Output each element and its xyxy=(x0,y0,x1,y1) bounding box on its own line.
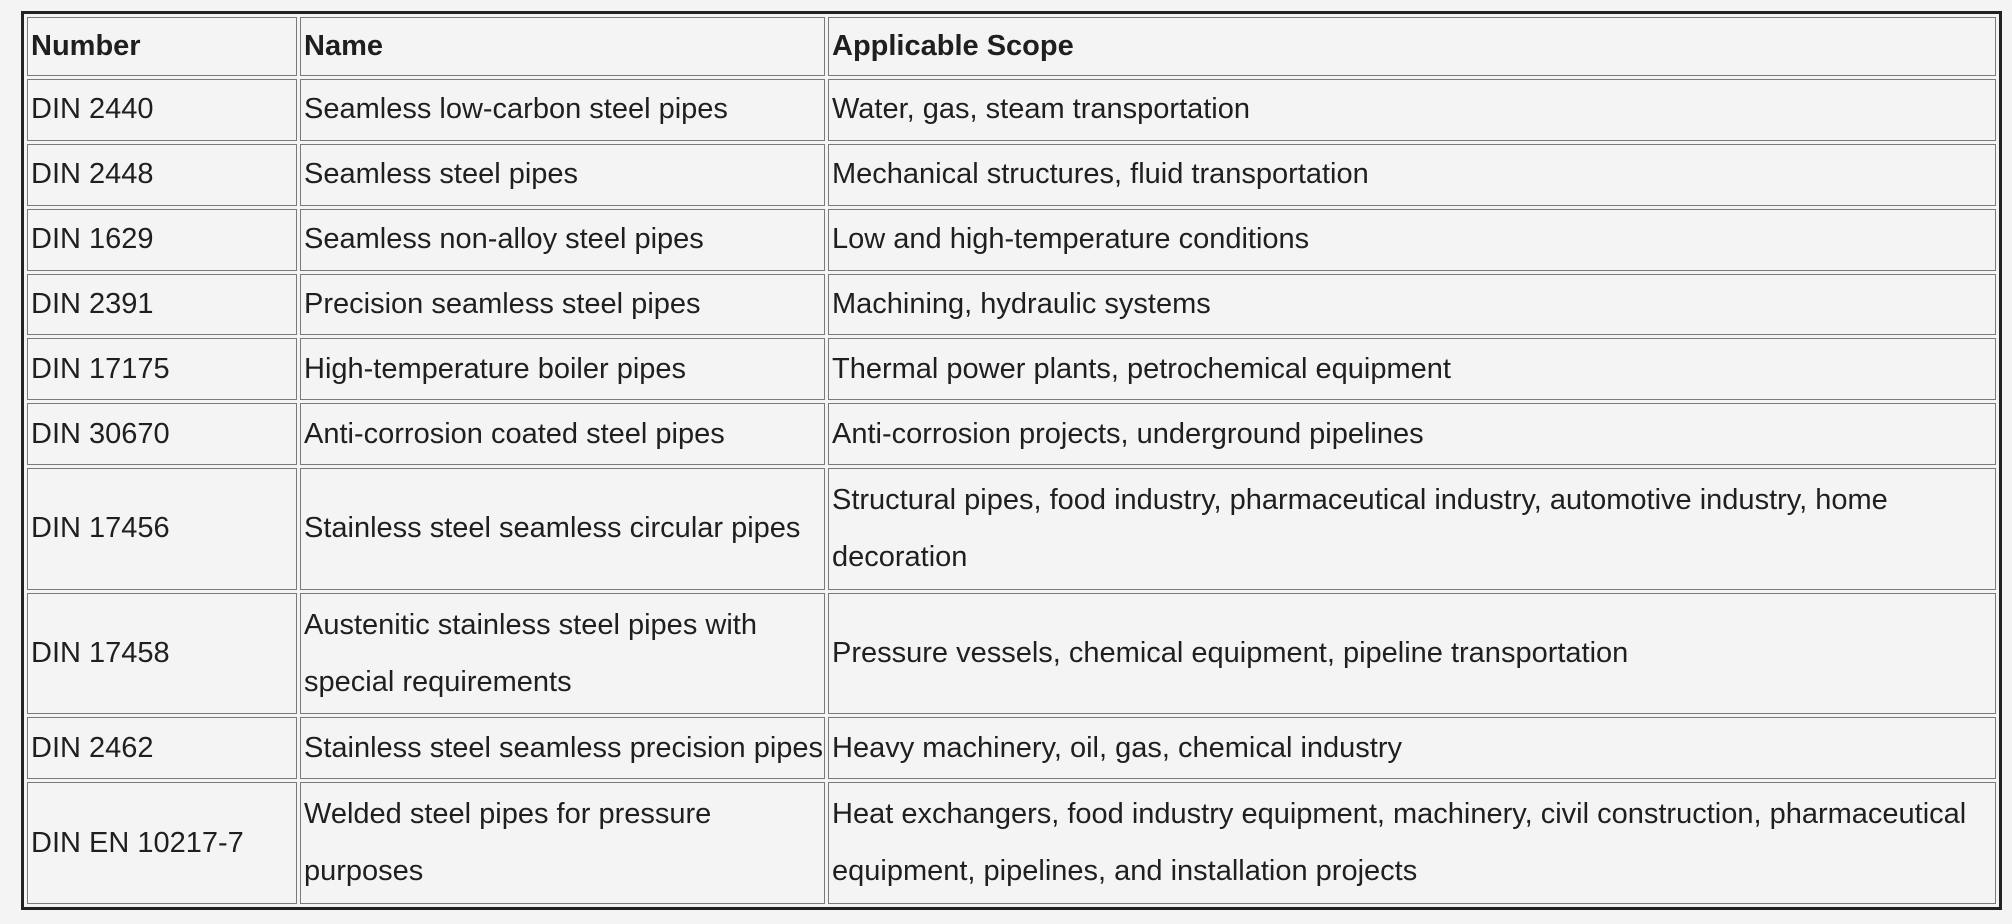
cell-number: DIN 2440 xyxy=(27,79,297,141)
table-row xyxy=(27,338,1996,400)
cell-scope: Structural pipes, food industry, pharmaceutical industry, automotive industry, home decoration xyxy=(828,468,1996,590)
table-row xyxy=(27,468,1996,590)
cell-name: Stainless steel seamless circular pipes xyxy=(300,468,825,590)
header-name: Name xyxy=(300,17,825,76)
table-row xyxy=(27,144,1996,206)
cell-scope: Mechanical structures, fluid transportation xyxy=(828,144,1996,206)
header-number: Number xyxy=(27,17,297,76)
cell-name: Anti-corrosion coated steel pipes xyxy=(300,403,825,465)
cell-scope: Anti-corrosion projects, underground pipelines xyxy=(828,403,1996,465)
cell-number: DIN 30670 xyxy=(27,403,297,465)
cell-scope: Heat exchangers, food industry equipment, machinery, civil construction, pharmaceutical equipment, pipelines, and installation projects xyxy=(828,782,1996,904)
table-row xyxy=(27,403,1996,465)
table-row xyxy=(27,717,1996,779)
cell-scope: Machining, hydraulic systems xyxy=(828,274,1996,336)
cell-scope: Thermal power plants, petrochemical equipment xyxy=(828,338,1996,400)
cell-name: Seamless steel pipes xyxy=(300,144,825,206)
cell-name: High-temperature boiler pipes xyxy=(300,338,825,400)
table-row xyxy=(27,209,1996,271)
cell-scope: Water, gas, steam transportation xyxy=(828,79,1996,141)
cell-number: DIN 17458 xyxy=(27,593,297,715)
cell-name: Precision seamless steel pipes xyxy=(300,274,825,336)
cell-number: DIN 1629 xyxy=(27,209,297,271)
cell-scope: Low and high-temperature conditions xyxy=(828,209,1996,271)
cell-name: Stainless steel seamless precision pipes xyxy=(300,717,825,779)
cell-name: Austenitic stainless steel pipes with special requirements xyxy=(300,593,825,715)
din-standards-table xyxy=(24,14,1999,907)
cell-number: DIN 17456 xyxy=(27,468,297,590)
table-row xyxy=(27,274,1996,336)
cell-number: DIN 2448 xyxy=(27,144,297,206)
table-row xyxy=(27,782,1996,904)
cell-number: DIN 2391 xyxy=(27,274,297,336)
din-standards-table-frame xyxy=(21,11,2002,910)
cell-name: Welded steel pipes for pressure purposes xyxy=(300,782,825,904)
cell-name: Seamless non-alloy steel pipes xyxy=(300,209,825,271)
cell-scope: Heavy machinery, oil, gas, chemical industry xyxy=(828,717,1996,779)
cell-number: DIN EN 10217-7 xyxy=(27,782,297,904)
cell-number: DIN 17175 xyxy=(27,338,297,400)
cell-number: DIN 2462 xyxy=(27,717,297,779)
cell-name: Seamless low-carbon steel pipes xyxy=(300,79,825,141)
header-applicable-scope: Applicable Scope xyxy=(828,17,1996,76)
cell-scope: Pressure vessels, chemical equipment, pipeline transportation xyxy=(828,593,1996,715)
table-header-row xyxy=(27,17,1996,76)
table-row xyxy=(27,593,1996,715)
table-row xyxy=(27,79,1996,141)
